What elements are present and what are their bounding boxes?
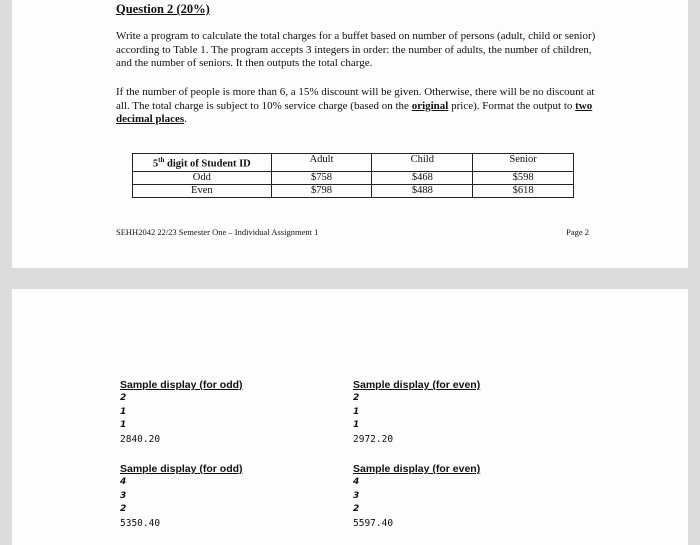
sample-input: 3	[353, 490, 360, 501]
header-sup: th	[158, 156, 165, 164]
sample-input: 2	[120, 393, 127, 403]
table-row-odd	[133, 171, 574, 184]
price-table	[132, 153, 574, 198]
sample-display-odd-2	[120, 463, 243, 530]
para2-text-a: If the number of people is more than 6, a 15% discount will be given. Otherwise, there will be no discount at all. The total charge is subject to 10% service charge (based on the	[116, 86, 595, 112]
sample-output: 5597.40	[353, 517, 394, 529]
sample-title: Sample display (for odd)	[120, 463, 243, 475]
sample-input: 1	[120, 406, 127, 417]
question-paragraph-2	[116, 86, 598, 127]
sample-title: Sample display (for even)	[353, 463, 481, 475]
question-title: Question 2 (20%)	[116, 2, 210, 16]
table-header-child: Child	[372, 154, 473, 172]
sample-input: 4	[120, 477, 127, 487]
sample-output: 2840.20	[120, 433, 161, 445]
table-header-adult: Adult	[271, 154, 372, 172]
page-2	[12, 289, 688, 545]
question-paragraph-1: Write a program to calculate the total charges for a buffet based on number of persons (adult, child or senior) according to Table 1. The program accepts 3 integers in order: the number of adults, the number of children, and the number of seniors. It then outputs the total charge.	[116, 30, 596, 70]
sample-display-odd-1	[120, 379, 243, 446]
sample-input: 2	[353, 393, 360, 403]
sample-input: 3	[120, 490, 127, 501]
sample-output: 5350.40	[120, 517, 161, 529]
header-prefix: 5	[152, 158, 159, 170]
para2-text-b: price). Format the output to	[448, 99, 576, 112]
decimal-places-emphasis: two decimal places	[116, 99, 593, 126]
footer-page-number: Page 2	[566, 227, 589, 237]
table-row-even	[133, 184, 574, 197]
table-header-senior: Senior	[473, 154, 574, 172]
table-header-row	[133, 154, 574, 172]
sample-input: 2	[120, 504, 127, 514]
sample-input: 1	[353, 420, 360, 430]
original-emphasis: original	[411, 99, 449, 112]
header-suffix: digit of Student ID	[164, 158, 251, 170]
price-child: $468	[372, 171, 473, 184]
sample-input: 1	[353, 406, 360, 417]
row-label: Even	[133, 184, 272, 197]
sample-display-even-1	[353, 379, 480, 446]
price-adult: $758	[271, 171, 372, 184]
page-1	[12, 0, 688, 268]
price-child: $488	[372, 184, 473, 197]
price-senior: $618	[473, 184, 574, 197]
footer-course: SEHH2042 22/23 Semester One – Individual Assignment 1	[116, 227, 319, 237]
para2-text-c: .	[184, 113, 187, 126]
row-label: Odd	[133, 171, 272, 184]
price-senior: $598	[473, 171, 574, 184]
sample-title: Sample display (for odd)	[120, 379, 243, 391]
sample-output: 2972.20	[353, 433, 394, 445]
sample-title: Sample display (for even)	[353, 379, 481, 391]
sample-input: 4	[353, 477, 360, 487]
sample-display-even-2	[353, 463, 480, 530]
price-adult: $798	[271, 184, 372, 197]
sample-input: 1	[120, 420, 127, 430]
table-header-digit	[133, 154, 272, 172]
sample-input: 2	[353, 504, 360, 514]
